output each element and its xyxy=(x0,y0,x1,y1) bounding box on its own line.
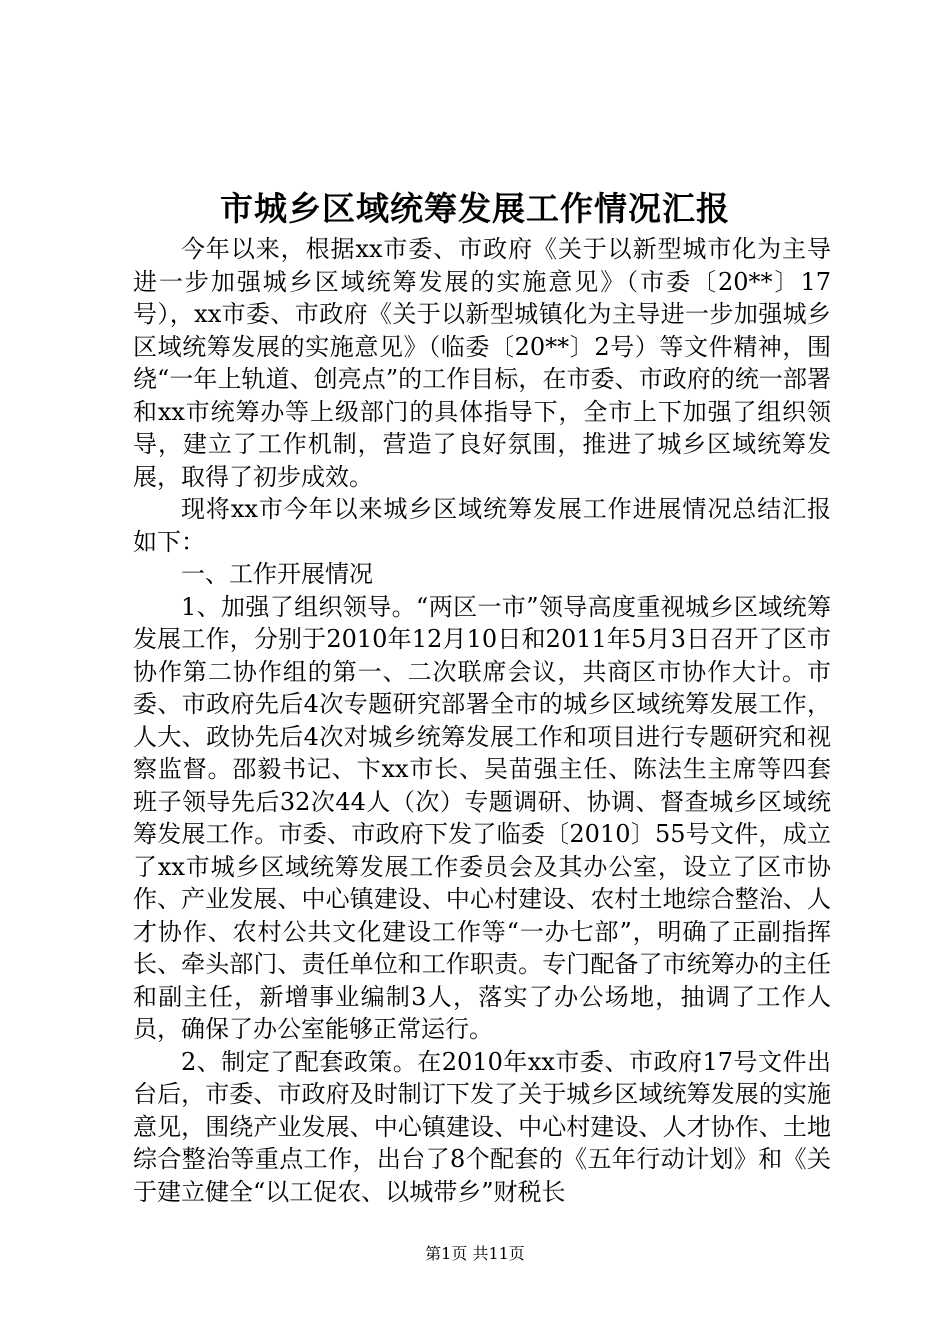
paragraph-intro: 今年以来，根据xx市委、市政府《关于以新型城市化为主导进一步加强城乡区域统筹发展的实施意见》（市委〔20**〕17号），xx市委、市政府《关于以新型城镇化为主导进一步加强城乡区域统筹发展的实施意见》（临委〔20**〕2号）等文件精神，围绕“一年上轨道、创亮点”的工作目标，在市委、市政府的统一部署和xx市统筹办等上级部门的具体指导下，全市上下加强了组织领导，建立了工作机制，营造了良好氛围，推进了城乡区域统筹发展，取得了初步成效。 xyxy=(133,235,831,491)
document-body xyxy=(133,233,831,1208)
document-title: 市城乡区域统筹发展工作情况汇报 xyxy=(220,189,730,228)
paragraph-summary-lead: 现将xx市今年以来城乡区域统筹发展工作进展情况总结汇报如下： xyxy=(133,495,831,556)
paragraph-supporting-policies: 2、制定了配套政策。在2010年xx市委、市政府17号文件出台后，市委、市政府及时制订下发了关于城乡区域统筹发展的实施意见，围绕产业发展、中心镇建设、中心村建设、人才协作、土地综合整治等重点工作，出台了8个配套的《五年行动计划》和《关于建立健全“以工促农、以城带乡”财税长 xyxy=(133,1047,831,1206)
page-number-footer: 第1页 共11页 xyxy=(425,1244,525,1263)
section-heading-work-progress: 一、工作开展情况 xyxy=(181,560,373,588)
paragraph-organization-leadership: 1、加强了组织领导。“两区一市”领导高度重视城乡区域统筹发展工作，分别于2010年12月10日和2011年5月3日召开了区市协作第二协作组的第一、二次联席会议，共商区市协作大计。市委、市政府先后4次专题研究部署全市的城乡区域统筹发展工作，人大、政协先后4次对城乡统筹发展工作和项目进行专题研究和视察监督。邵毅书记、卞xx市长、吴苗强主任、陈法生主席等四套班子领导先后32次44人（次）专题调研、协调、督查城乡区域统筹发展工作。市委、市政府下发了临委〔2010〕55号文件，成立了xx市城乡区域统筹发展工作委员会及其办公室，设立了区市协作、产业发展、中心镇建设、中心村建设、农村土地综合整治、人才协作、农村公共文化建设工作等“一办七部”，明确了正副指挥长、牵头部门、责任单位和工作职责。专门配备了市统筹办的主任和副主任，新增事业编制3人，落实了办公场地，抽调了工作人员，确保了办公室能够正常运行。 xyxy=(133,592,831,1043)
